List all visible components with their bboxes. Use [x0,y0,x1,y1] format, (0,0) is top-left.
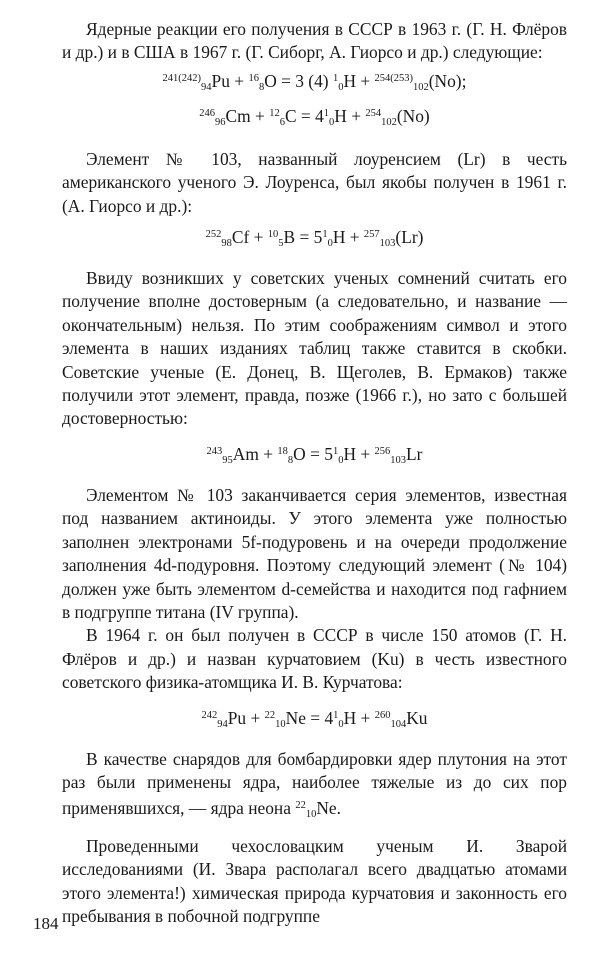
paragraph-actinoids: Элементом № 103 заканчивается серия элементов, известная под названием актиноиды. У этого элемента уже полностью заполнен электронами 5f-подуровень и на очереди продолжение заполнения 4d-подуровня. Поэтому следующий элемент (№ 104) должен уже быть элементом d-семейства и находится под гафнием в подгруппе титана (IV группа). [62,484,567,622]
paragraph-lawrencium: Элемент № 103, названный лоуренсием (Lr) в честь американского ученого Э. Лоуренса, был якобы получен в 1961 г. (А. Гиорсо и др.): [62,148,567,216]
paragraph-zvara-research: Проведенными чехословацким ученым И. Зварой исследованиями (И. Звара располагал всего двадцатью атомами этого элемента!) химическая природа курчатовия и законность его пребывания в побочной подгруппе [62,835,567,926]
paragraph-kurchatovium: В 1964 г. он был получен в СССР в числе 150 атомов (Г. Н. Флёров и др.) и назван курчатовием (Ku) в честь известного советского физика-атомщика И. В. Курчатова: [62,625,567,693]
equation-lawrencium-1: $^{252}_{98}Cf + ^{10}_5B = 5^1_0H + ^{257}_{103}(Lr)$ [205,227,424,250]
paragraph-reactions-intro: Ядерные реакции его получения в СССР в 1963 г. (Г. Н. Флёров и др.) и в США в 1967 г. (Г. Сиборг, А. Гиорсо и др.) следующие: [62,19,567,63]
paragraph-neon-projectiles: В качестве снарядов для бомбардировки ядер плутония на этот раз были применены ядра, наиболее тяжелые из до сих пор применявшихся, — ядра неона $^{22}$10Ne. [62,748,567,821]
page-number: 184 [33,914,59,933]
equation-lawrencium-2: $^{243}_{95}Am + ^{18}_8O = 5^1_0H + ^{256}_{103}Lr$ [206,443,423,466]
equation-nobelium-1: $^{241(242)}_{94}$Pu + $^{16}_8$O = 3 (4) $^1_0$H + $^{254(253)}_{102}$(No); [162,70,467,93]
equation-kurchatovium: $^{242}_{94}Pu + ^{22}_{10}Ne = 4^1_0H + ^{260}_{104}Ku$ [201,707,428,730]
equation-nobelium-2: $^{246}_{96}Cm + ^{12}_6C = 4^1_0H + ^{254}_{102}(No)$ [199,105,430,128]
paragraph-soviet-doubts: Ввиду возникших у советских ученых сомнений считать его получение вполне достоверным (а следовательно, и название — окончательным) нельзя. По этим соображениям символ и этого элемента в наших изданиях таблиц также ставится в скобки. Советские ученые (Е. Донец, В. Щеголев, В. Ермаков) также получили этот элемент, правда, позже (1966 г.), но зато с большей достоверностью: [62,268,567,429]
